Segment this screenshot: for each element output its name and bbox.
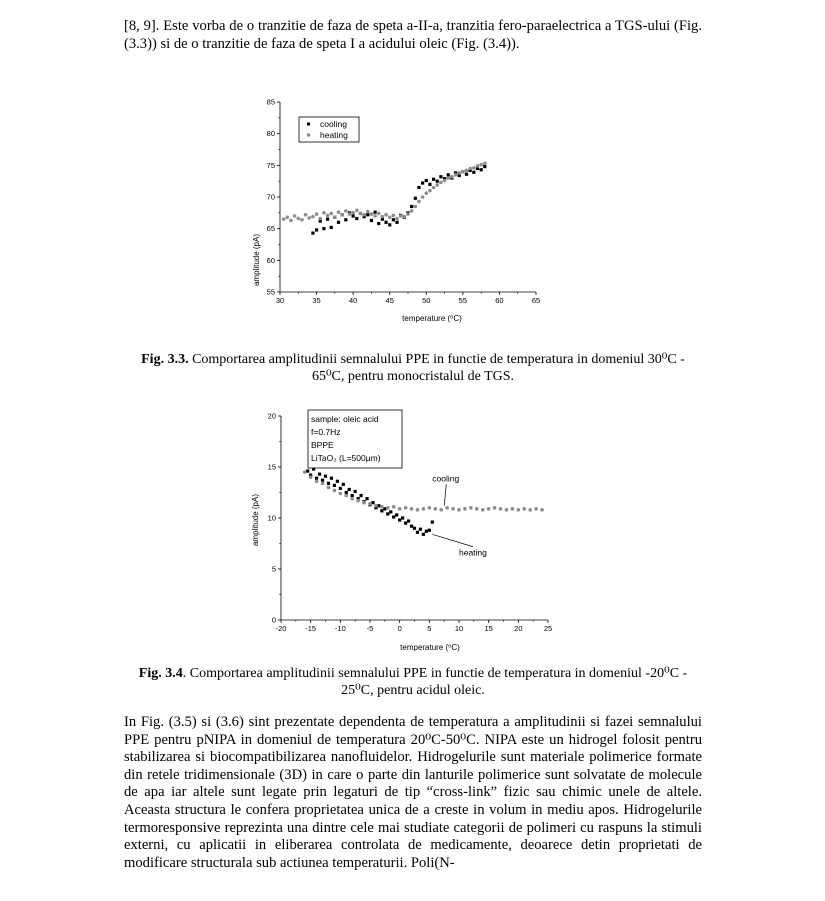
data-point-heating xyxy=(315,477,318,480)
y-tick-label: 75 xyxy=(266,160,275,170)
data-point-heating xyxy=(428,189,432,193)
data-point-cooling xyxy=(330,226,333,229)
y-tick-label: 5 xyxy=(271,564,276,574)
data-point-heating xyxy=(406,212,410,216)
x-tick-label: 60 xyxy=(495,296,504,305)
data-point-heating xyxy=(306,469,309,472)
chart-marks xyxy=(282,162,487,235)
data-point-cooling xyxy=(505,508,509,512)
data-point-heating xyxy=(370,212,374,216)
data-point-cooling xyxy=(493,506,497,510)
figure-3-3-text: Comportarea amplitudinii semnalului PPE in functie de temperatura in domeniul 30⁰C - 65⁰C, pentru monocristalul de TGS. xyxy=(188,352,685,384)
x-tick-label: -20 xyxy=(275,624,287,633)
data-point-heating xyxy=(483,162,487,166)
x-tick-label: 20 xyxy=(514,624,523,633)
data-point-cooling xyxy=(499,507,503,511)
data-point-cooling xyxy=(534,507,538,511)
data-point-heating xyxy=(424,191,428,195)
data-point-cooling xyxy=(384,221,387,224)
data-point-cooling xyxy=(410,205,413,208)
data-point-cooling xyxy=(388,223,391,226)
data-point-cooling xyxy=(309,475,313,479)
data-point-heating xyxy=(286,215,290,219)
data-point-heating xyxy=(479,163,483,167)
data-point-heating xyxy=(366,210,370,214)
series-heating xyxy=(282,162,487,223)
series-heating xyxy=(306,467,434,535)
data-point-heating xyxy=(351,211,355,215)
info-line-2: f=0.7Hz xyxy=(311,427,341,437)
x-axis-label: temperature (⁰C) xyxy=(402,314,462,323)
data-point-cooling xyxy=(417,186,420,189)
y-tick-label: 15 xyxy=(267,462,276,472)
data-point-heating xyxy=(351,494,354,497)
data-point-heating xyxy=(381,215,385,219)
chart-legend xyxy=(299,117,359,142)
series-cooling xyxy=(311,165,486,235)
data-point-heating xyxy=(386,512,389,515)
tgs-amplitude-chart xyxy=(240,95,550,330)
data-point-cooling xyxy=(350,497,354,501)
data-point-heating xyxy=(389,510,392,513)
data-point-heating xyxy=(321,479,324,482)
data-point-heating xyxy=(315,212,319,216)
data-point-heating xyxy=(428,529,431,532)
data-point-heating xyxy=(337,210,341,214)
x-tick-label: 35 xyxy=(312,296,321,305)
data-point-cooling xyxy=(362,501,366,505)
data-point-heating xyxy=(324,475,327,478)
data-point-heating xyxy=(472,166,476,170)
data-point-heating xyxy=(377,504,380,507)
data-point-cooling xyxy=(414,197,417,200)
y-tick-label: 10 xyxy=(267,513,276,523)
data-point-heating xyxy=(311,215,315,219)
y-tick-label: 20 xyxy=(267,411,276,421)
data-point-cooling xyxy=(311,232,314,235)
y-tick-label: 80 xyxy=(266,129,275,139)
data-point-cooling xyxy=(439,175,442,178)
data-point-heating xyxy=(392,515,395,518)
x-tick-label: 10 xyxy=(454,624,464,633)
x-tick-label: 65 xyxy=(531,296,541,305)
data-point-cooling xyxy=(368,502,372,506)
data-point-heating xyxy=(416,531,419,534)
data-point-heating xyxy=(318,473,321,476)
data-point-heating xyxy=(384,213,388,217)
data-point-heating xyxy=(354,490,357,493)
data-point-heating xyxy=(461,170,465,174)
data-point-cooling xyxy=(315,228,318,231)
data-point-cooling xyxy=(436,180,439,183)
x-tick-label: 55 xyxy=(458,296,468,305)
data-point-heating xyxy=(362,213,366,217)
data-point-heating xyxy=(431,520,434,523)
data-point-heating xyxy=(326,214,330,218)
data-point-heating xyxy=(419,528,422,531)
data-point-heating xyxy=(413,527,416,530)
data-point-heating xyxy=(392,214,396,218)
data-point-heating xyxy=(399,214,403,218)
series-cooling xyxy=(303,470,544,511)
x-tick-label: 25 xyxy=(543,624,553,633)
data-point-cooling xyxy=(463,507,467,511)
data-point-cooling xyxy=(432,178,435,181)
data-point-cooling xyxy=(315,479,319,483)
data-point-cooling xyxy=(327,486,331,490)
data-point-cooling xyxy=(445,506,449,510)
data-point-cooling xyxy=(528,508,532,512)
data-point-heating xyxy=(318,217,322,221)
data-point-heating xyxy=(360,494,363,497)
y-tick-label: 0 xyxy=(271,615,276,625)
data-point-heating xyxy=(446,176,450,180)
data-point-cooling xyxy=(404,506,408,510)
data-point-cooling xyxy=(465,173,468,176)
data-point-cooling xyxy=(425,179,428,182)
data-point-cooling xyxy=(522,507,526,511)
data-point-cooling xyxy=(337,221,340,224)
data-point-heating xyxy=(450,175,454,179)
data-point-cooling xyxy=(339,492,343,496)
data-point-cooling xyxy=(392,505,396,509)
x-tick-label: -10 xyxy=(334,624,346,633)
data-point-cooling xyxy=(322,227,325,230)
figure-3-4-text: . Comportarea amplitudinii semnalului PPE in functie de temperatura in domeniul -20⁰C - 25⁰C, pentru acidul oleic. xyxy=(182,666,688,698)
data-point-heating xyxy=(307,216,311,220)
data-point-heating xyxy=(380,509,383,512)
data-point-heating xyxy=(435,183,439,187)
data-point-heating xyxy=(443,179,447,183)
data-point-cooling xyxy=(428,506,432,510)
data-point-cooling xyxy=(373,211,376,214)
x-tick-label: -15 xyxy=(305,624,317,633)
data-point-cooling xyxy=(321,482,325,486)
data-point-heating xyxy=(401,516,404,519)
data-point-cooling xyxy=(472,171,475,174)
data-point-cooling xyxy=(439,508,443,512)
data-point-heating xyxy=(373,214,377,218)
data-point-cooling xyxy=(344,494,348,498)
data-point-heating xyxy=(355,209,359,213)
chart-axes xyxy=(267,98,541,306)
x-tick-label: 50 xyxy=(422,296,431,305)
data-point-heating xyxy=(398,518,401,521)
data-point-cooling xyxy=(433,507,437,511)
data-point-cooling xyxy=(377,222,380,225)
y-tick-label: 60 xyxy=(266,255,275,265)
annotation-cooling: cooling xyxy=(432,473,460,484)
data-point-heating xyxy=(414,205,418,209)
data-point-heating xyxy=(329,212,333,216)
x-axis-label: temperature (⁰C) xyxy=(400,643,460,652)
data-point-heating xyxy=(304,213,308,217)
data-point-cooling xyxy=(370,219,373,222)
data-point-heating xyxy=(348,212,352,216)
annotation-arrow xyxy=(444,484,446,505)
data-point-heating xyxy=(340,213,344,217)
data-point-heating xyxy=(371,501,374,504)
data-point-cooling xyxy=(487,507,491,511)
data-point-heating xyxy=(333,215,337,219)
data-point-heating xyxy=(476,164,480,168)
data-point-heating xyxy=(339,487,342,490)
data-point-heating xyxy=(383,507,386,510)
data-point-cooling xyxy=(540,508,544,512)
data-point-heating xyxy=(377,212,381,216)
figure-3-4-caption xyxy=(124,665,702,699)
data-point-cooling xyxy=(416,508,420,512)
data-point-cooling xyxy=(451,507,455,511)
data-point-heating xyxy=(342,483,345,486)
data-point-cooling xyxy=(395,221,398,224)
info-line-4: LiTaO₃ (L=500μm) xyxy=(311,453,381,463)
data-point-heating xyxy=(468,167,472,171)
y-tick-label: 65 xyxy=(266,224,275,234)
info-line-3: BPPE xyxy=(311,440,334,450)
legend-label-cooling: cooling xyxy=(320,119,347,129)
data-point-heating xyxy=(345,491,348,494)
x-tick-label: -5 xyxy=(366,624,374,633)
chart-annotations xyxy=(432,473,487,557)
data-point-heating xyxy=(417,200,421,204)
y-axis-label: amplitude (pA) xyxy=(252,233,261,287)
data-point-heating xyxy=(410,525,413,528)
data-point-heating xyxy=(395,217,399,221)
data-point-heating xyxy=(293,214,297,218)
data-point-cooling xyxy=(326,218,329,221)
data-point-cooling xyxy=(366,213,369,216)
data-point-cooling xyxy=(428,183,431,186)
oleic-acid-amplitude-chart xyxy=(245,408,565,653)
data-point-heating xyxy=(327,482,330,485)
data-point-heating xyxy=(425,530,428,533)
data-point-heating xyxy=(395,513,398,516)
data-point-heating xyxy=(465,169,469,173)
data-point-cooling xyxy=(511,507,515,511)
legend-marker-cooling xyxy=(307,123,310,126)
data-point-heating xyxy=(410,209,414,213)
x-tick-label: 30 xyxy=(275,296,285,305)
x-tick-label: 45 xyxy=(385,296,394,305)
data-point-cooling xyxy=(352,214,355,217)
y-tick-label: 85 xyxy=(266,97,275,107)
data-point-cooling xyxy=(398,507,402,511)
data-point-heating xyxy=(439,181,443,185)
data-point-heating xyxy=(322,211,326,215)
y-tick-label: 70 xyxy=(266,192,275,202)
data-point-heating xyxy=(282,217,286,221)
data-point-cooling xyxy=(386,506,390,510)
body-paragraph: In Fig. (3.5) si (3.6) sint prezentate dependenta de temperatura a amplitudinii si fazei semnalului PPE pentru pNIPA in domeniul de temperatura 20⁰C-50⁰C. NIPA este un hidrogel folosit pentru stabilizarea si biocompatibilizarea nanofluidelor. Hidrogelurile sunt materiale polimerice formate din retele tridimensionale (3D) in care o parte din lanturile polimerice sunt solvatate de molecule de apa iar altele sunt legate prin legaturi de tip “cross-link” fizic sau chimic unele de altele. Aceasta structura le confera proprietatea unica de a creste in volum in mediu apos. Hidrogelurile termoresponsive reprezinta una dintre cele mai studiate categorii de polimeri cu raspuns la stimuli externi, cu aplicatii in eliberarea controlata de medicamente, deoarece detin proprietati de modificare structurala sub actiunea temperaturii. Poli(N- xyxy=(124,714,702,871)
data-point-cooling xyxy=(475,507,479,511)
intro-paragraph: [8, 9]. Este vorba de o tranzitie de faza de speta a-II-a, tranzitia fero-paraelectrica a TGS-ului (Fig. (3.3)) si de o tranzitie de faza de speta I a acidului oleic (Fig. (3.4)). xyxy=(124,18,702,52)
data-point-cooling xyxy=(480,168,483,171)
data-point-cooling xyxy=(303,470,307,474)
data-point-heating xyxy=(300,218,304,222)
data-point-heating xyxy=(289,219,293,223)
annotation-heating: heating xyxy=(459,547,487,558)
x-tick-label: 15 xyxy=(484,624,493,633)
x-tick-label: 5 xyxy=(427,624,432,633)
x-tick-label: 40 xyxy=(348,296,358,305)
data-point-cooling xyxy=(344,218,347,221)
data-point-heating xyxy=(404,522,407,525)
chart-info-box xyxy=(308,410,402,468)
y-tick-label: 55 xyxy=(266,287,275,297)
data-point-cooling xyxy=(447,173,450,176)
data-point-heating xyxy=(388,215,392,219)
figure-3-3-label: Fig. 3.3. xyxy=(141,352,189,367)
data-point-cooling xyxy=(356,499,360,503)
data-point-cooling xyxy=(374,504,378,508)
data-point-heating xyxy=(407,519,410,522)
data-point-cooling xyxy=(355,217,358,220)
data-point-heating xyxy=(348,488,351,491)
data-point-heating xyxy=(454,173,458,177)
legend-label-heating: heating xyxy=(320,130,348,140)
data-point-cooling xyxy=(410,507,414,511)
annotation-arrow xyxy=(432,534,473,546)
data-point-cooling xyxy=(422,507,426,511)
data-point-cooling xyxy=(517,508,521,512)
data-point-heating xyxy=(365,497,368,500)
data-point-heating xyxy=(333,484,336,487)
data-point-heating xyxy=(422,533,425,536)
data-point-heating xyxy=(344,209,348,213)
figure-3-4-label: Fig. 3.4 xyxy=(138,666,183,681)
data-point-heating xyxy=(403,215,407,219)
data-point-heating xyxy=(336,480,339,483)
data-point-heating xyxy=(359,212,363,216)
data-point-cooling xyxy=(392,218,395,221)
data-point-cooling xyxy=(380,505,384,509)
x-tick-label: 0 xyxy=(397,624,402,633)
data-point-heating xyxy=(330,477,333,480)
data-point-cooling xyxy=(483,165,486,168)
data-point-cooling xyxy=(457,508,461,512)
chart-marks xyxy=(303,467,544,535)
y-axis-label: amplitude (pA) xyxy=(251,493,260,547)
data-point-heating xyxy=(432,186,436,190)
data-point-cooling xyxy=(421,181,424,184)
figure-3-3-caption xyxy=(124,351,702,385)
data-point-cooling xyxy=(469,506,473,510)
info-line-1: sample: oleic acid xyxy=(311,414,379,424)
data-point-cooling xyxy=(333,489,337,493)
data-point-cooling xyxy=(481,508,485,512)
data-point-heating xyxy=(296,217,300,221)
data-point-heating xyxy=(421,195,425,199)
legend-marker-heating xyxy=(307,133,310,136)
data-point-heating xyxy=(457,171,461,175)
